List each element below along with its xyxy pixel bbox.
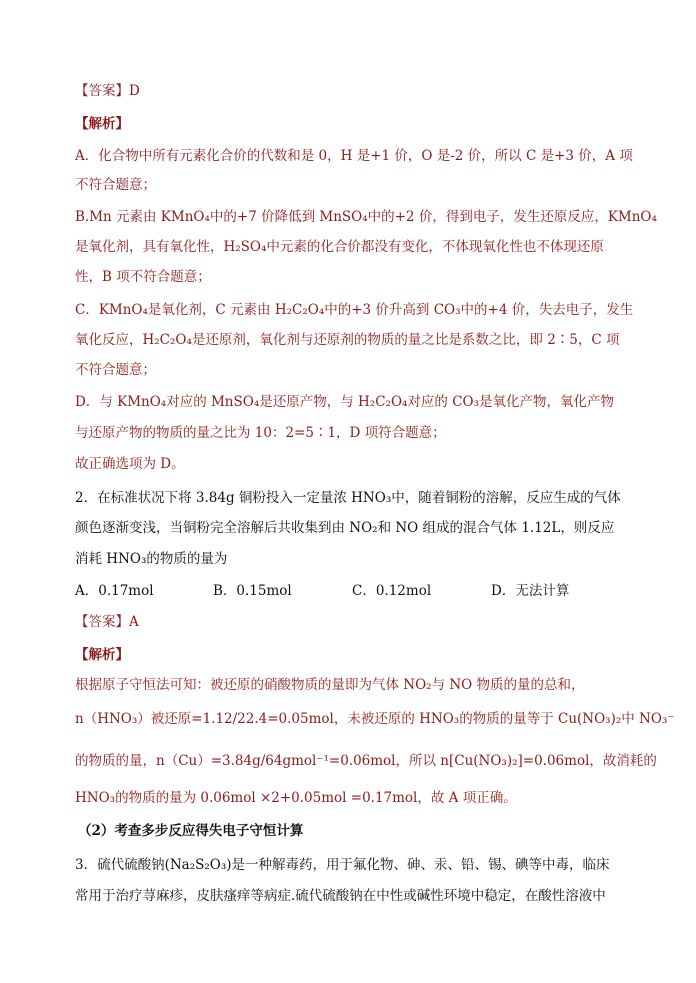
q1-c-line1: C．KMnO₄是氧化剂，C 元素由 H₂C₂O₄中的+3 价升高到 CO₃中的+4 价，失去电子，发生 [75, 302, 634, 318]
q3-stem-line1: 3．硫代硫酸钠(Na₂S₂O₃)是一种解毒药，用于氟化物、砷、汞、铅、锡、碘等中毒，临床 [75, 857, 610, 873]
q1-b-line3: 性，B 项不符合题意； [75, 269, 211, 285]
q2-option-c: C．0.12mol [352, 583, 432, 599]
q3-stem-line2: 常用于治疗荨麻疹，皮肤瘙痒等病症.硫代硫酸钠在中性或碱性环境中稳定，在酸性溶液中 [75, 888, 606, 904]
q1-a-line2: 不符合题意； [75, 177, 156, 193]
q2-analysis-line1: 根据原子守恒法可知：被还原的硝酸物质的量即为气体 NO₂与 NO 物质的量的总和， [75, 677, 585, 693]
q2-answer-tag: 【答案】A [75, 614, 139, 630]
q2-stem-line2: 颜色逐渐变浅，当铜粉完全溶解后共收集到由 NO₂和 NO 组成的混合气体 1.12L，则反应 [75, 520, 615, 536]
q1-b-line1: B.Mn 元素由 KMnO₄中的+7 价降低到 MnSO₄中的+2 价，得到电子，发生还原反应，KMnO₄ [75, 209, 657, 225]
q1-a-line1: A．化合物中所有元素化合价的代数和是 0，H 是+1 价，O 是-2 价，所以 C 是+3 价，A 项 [75, 148, 633, 164]
q1-c-line2: 氧化反应，H₂C₂O₄是还原剂，氧化剂与还原剂的物质的量之比是系数之比，即 2∶5，C 项 [75, 332, 620, 348]
q2-analysis-line2: n（HNO₃）被还原=1.12/22.4=0.05mol，未被还原的 HNO₃的物质的量等于 Cu(NO₃)₂中 NO₃⁻ [75, 711, 675, 727]
q1-c-line3: 不符合题意； [75, 362, 156, 378]
q1-d-line1: D．与 KMnO₄对应的 MnSO₄是还原产物，与 H₂C₂O₄对应的 CO₃是氧化产物，氧化产物 [75, 394, 615, 410]
q2-analysis-line3: 的物质的量，n（Cu）=3.84g/64gmol⁻¹=0.06mol，所以 n[Cu(NO₃)₂]=0.06mol，故消耗的 [75, 753, 657, 769]
q1-b-line2: 是氧化剂，具有氧化性，H₂SO₄中元素的化合价都没有变化，不体现氧化性也不体现还原 [75, 239, 604, 255]
q2-option-b: B．0.15mol [213, 583, 292, 599]
q2-option-d: D．无法计算 [491, 583, 570, 599]
q2-analysis-line4: HNO₃的物质的量为 0.06mol ×2+0.05mol =0.17mol，故 A 项正确。 [75, 790, 517, 806]
q2-option-a: A．0.17mol [75, 583, 154, 599]
section-heading: （2）考查多步反应得失电子守恒计算 [78, 823, 304, 839]
q1-conclusion: 故正确选项为 D。 [75, 456, 185, 472]
q2-stem-line3: 消耗 HNO₃的物质的量为 [75, 551, 228, 567]
q1-analysis-tag: 【解析】 [75, 116, 129, 132]
q1-answer-tag: 【答案】D [75, 83, 140, 99]
q2-stem-line1: 2．在标准状况下将 3.84g 铜粉投入一定量浓 HNO₃中，随着铜粉的溶解，反应生成的气体 [75, 490, 621, 506]
q2-analysis-tag: 【解析】 [75, 647, 129, 663]
q1-d-line2: 与还原产物的物质的量之比为 10：2=5∶1，D 项符合题意； [75, 425, 446, 441]
